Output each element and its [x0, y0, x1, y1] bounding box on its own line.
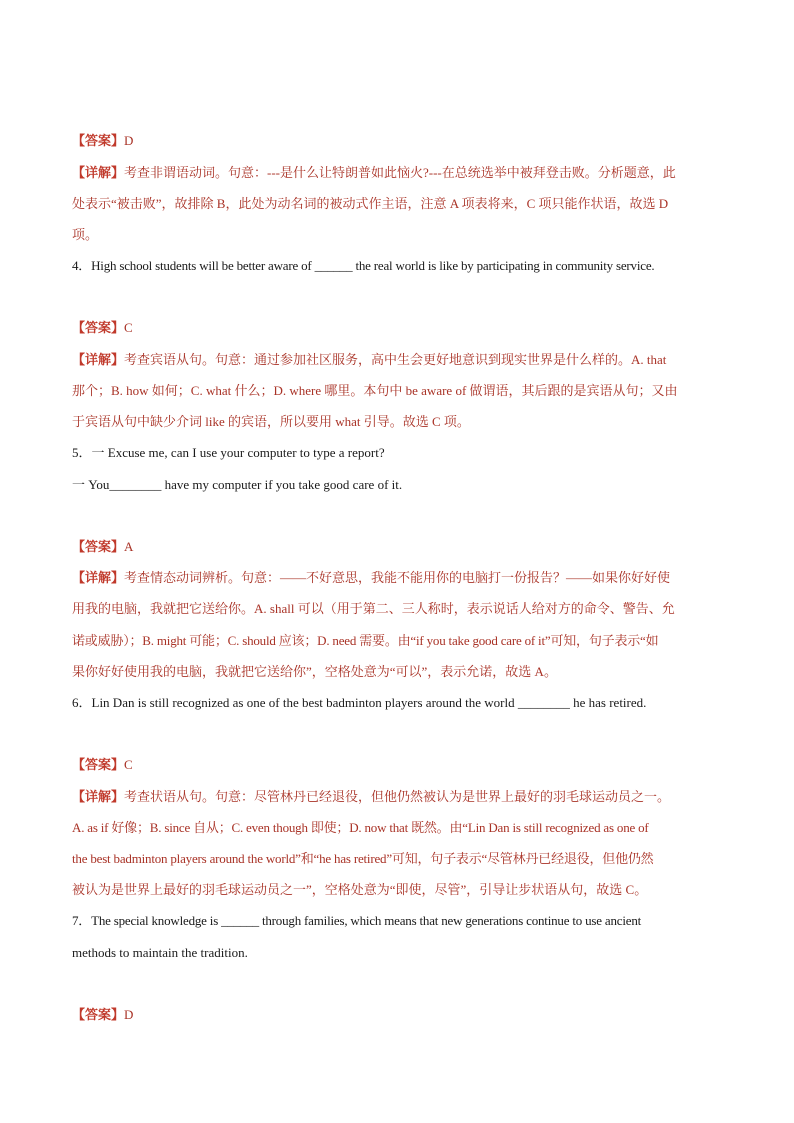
detail-text: 考查状语从句。句意：尽管林丹已经退役，但他仍然被认为是世界上最好的羽毛球运动员之一。: [124, 789, 671, 804]
answer-label: 【答案】: [72, 1007, 125, 1022]
q6-detail-line-3: the best badminton players around the world”和“he has retired”可知，句子表示“尽管林丹已经退役，但他仍然: [72, 851, 654, 866]
q6-stem: 6．Lin Dan is still recognized as one of the best badminton players around the world ________ he has retired.: [72, 695, 647, 710]
q5-stem-line-2: 一 You________ have my computer if you take good care of it.: [72, 477, 403, 492]
q6-detail-line-4: 被认为是世界上最好的羽毛球运动员之一”，空格处意为“即使，尽管”，引导让步状语从句，故选 C。: [72, 882, 648, 897]
q3-detail-line-3: 项。: [72, 227, 99, 242]
detail-label: 【详解】: [72, 352, 125, 367]
q7-answer: [72, 1006, 724, 1024]
detail-text: 考查非谓语动词。句意：---是什么让特朗普如此恼火?---在总统选举中被拜登击败。分析题意，此: [124, 165, 676, 180]
q5-detail-line-3: 诺或威胁）；B. might 可能；C. should 应该；D. need 需要。由“if you take good care of it”可知，句子表示“如: [72, 633, 659, 648]
q6-answer: [72, 756, 724, 774]
answer-value: C: [124, 320, 133, 335]
q5-detail-line-1: [72, 569, 724, 587]
detail-text: 考查宾语从句。句意：通过参加社区服务，高中生会更好地意识到现实世界是什么样的。A. that: [124, 352, 667, 367]
answer-value: D: [124, 133, 134, 148]
q6-detail-line-2: A. as if 好像；B. since 自从；C. even though 即使；D. now that 既然。由“Lin Dan is still recognized as one of: [72, 820, 649, 835]
q4-detail-line-2: 那个；B. how 如何；C. what 什么；D. where 哪里。本句中 be aware of 做谓语，其后跟的是宾语从句；又由: [72, 383, 678, 398]
answer-value: A: [124, 539, 134, 554]
q6-detail-line-1: [72, 788, 724, 806]
q4-detail-line-3: 于宾语从句中缺少介词 like 的宾语，所以要用 what 引导。故选 C 项。: [72, 414, 470, 429]
detail-label: 【详解】: [72, 165, 125, 180]
q4-answer: [72, 319, 724, 337]
detail-label: 【详解】: [72, 570, 125, 585]
answer-value: C: [124, 757, 133, 772]
q5-stem-line-1: 5．一 Excuse me, can I use your computer to type a report?: [72, 445, 385, 460]
q5-detail-line-4: 果你好好使用我的电脑，我就把它送给你”，空格处意为“可以”，表示允诺，故选 A。: [72, 664, 557, 679]
q3-detail-line-1: [72, 164, 724, 182]
answer-label: 【答案】: [72, 757, 125, 772]
q4-detail-line-1: [72, 351, 724, 369]
answer-label: 【答案】: [72, 539, 125, 554]
detail-label: 【详解】: [72, 789, 125, 804]
q7-stem-line-1: 7．The special knowledge is ______ through families, which means that new generations continue to use ancient: [72, 913, 642, 928]
answer-label: 【答案】: [72, 320, 125, 335]
q3-answer: [72, 132, 724, 150]
answer-value: D: [124, 1007, 134, 1022]
q3-detail-line-2: 处表示“被击败”，故排除 B，此处为动名词的被动式作主语，注意 A 项表将来，C 项只能作状语，故选 D: [72, 196, 669, 211]
detail-text: 考查情态动词辨析。句意：——不好意思，我能不能用你的电脑打一份报告？——如果你好好使: [124, 570, 671, 585]
q4-stem: 4．High school students will be better aware of ______ the real world is like by participating in community service.: [72, 258, 655, 273]
q7-stem-line-2: methods to maintain the tradition.: [72, 945, 248, 960]
answer-label: 【答案】: [72, 133, 125, 148]
q5-detail-line-2: 用我的电脑，我就把它送给你。A. shall 可以（用于第二、三人称时，表示说话人给对方的命令、警告、允: [72, 601, 675, 616]
q5-answer: [72, 538, 724, 556]
